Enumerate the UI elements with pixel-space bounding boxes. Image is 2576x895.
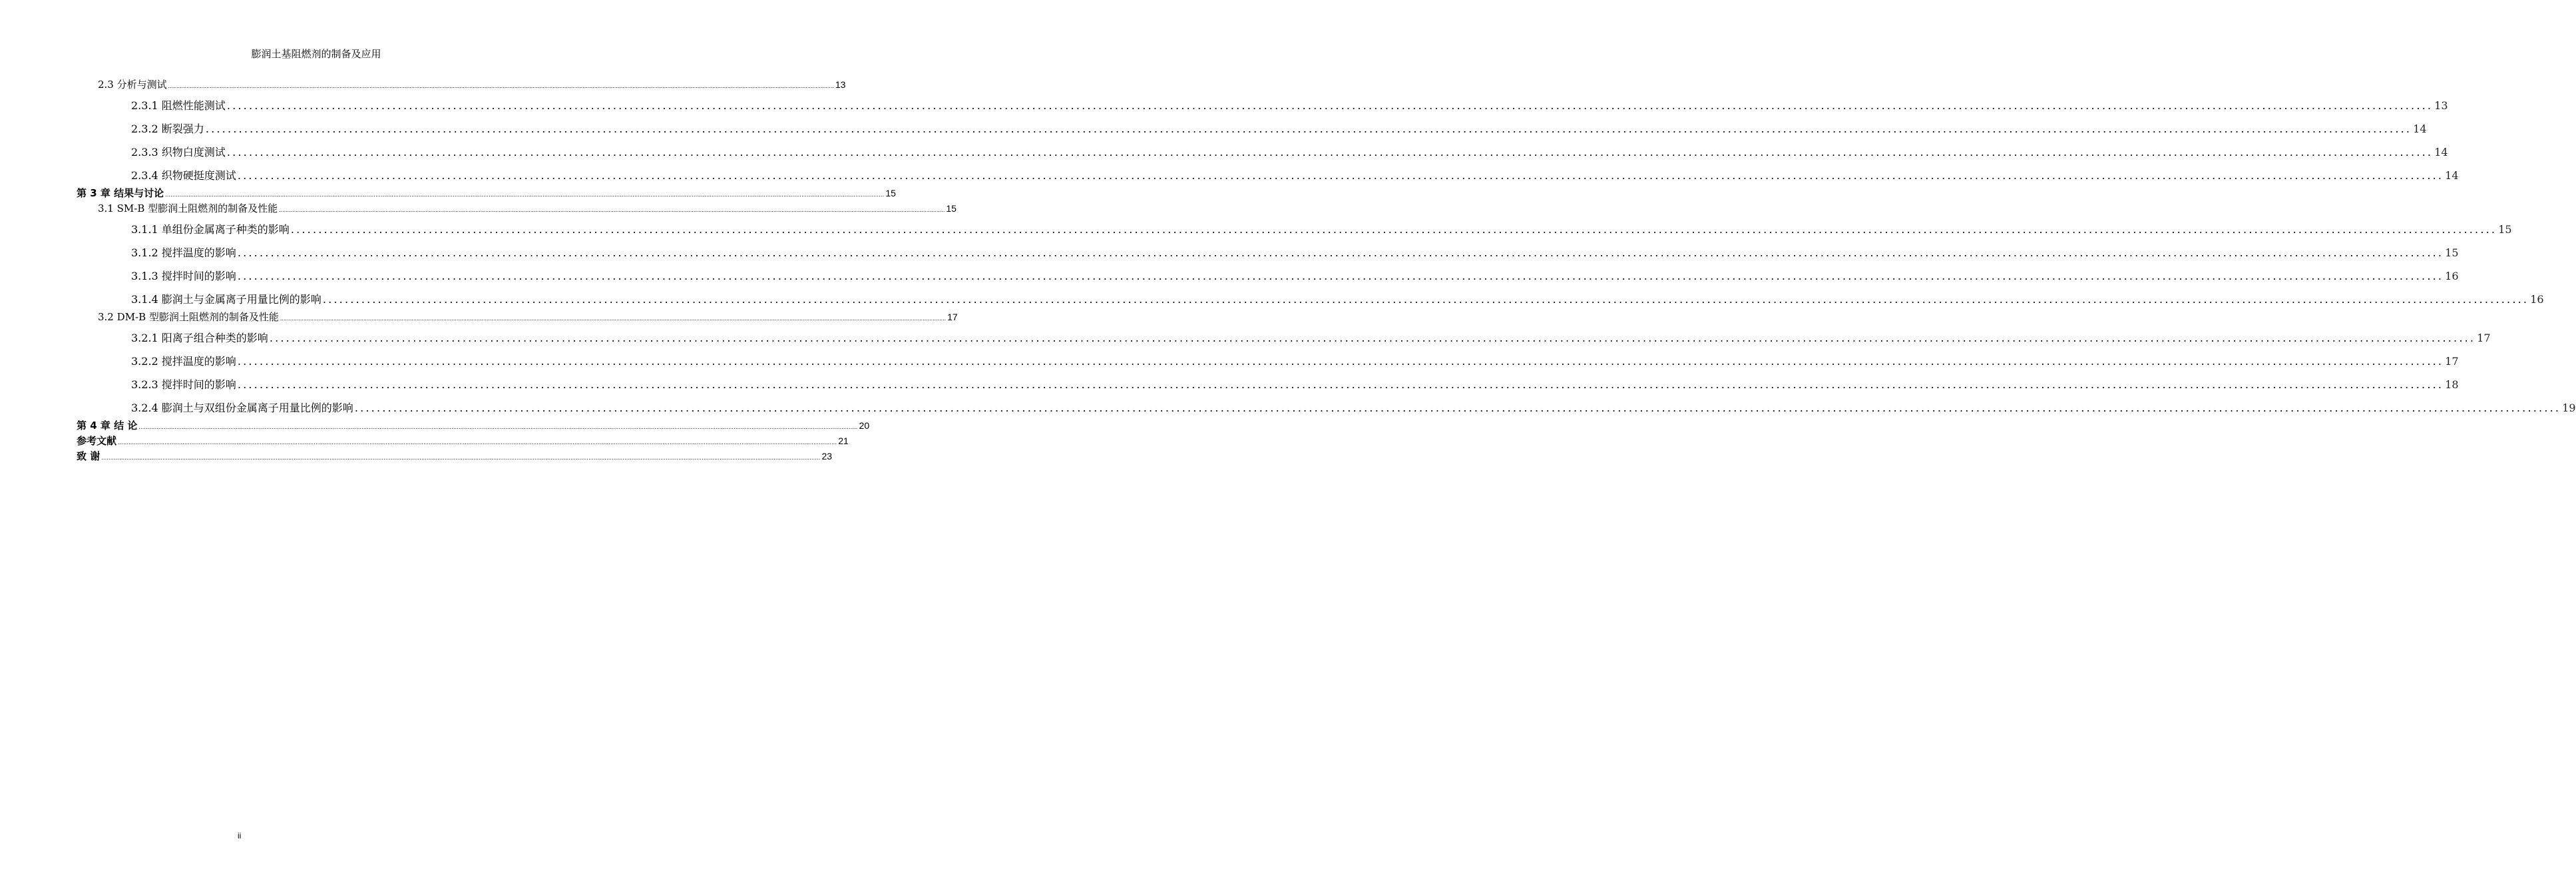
toc-entry[interactable]	[131, 330, 2491, 347]
toc-entry-title: 3.1.3 搅拌时间的影响	[131, 270, 236, 282]
toc-leader-dots: ................................................................................................................................................................................................................................................................................................................................................................................................................	[205, 123, 2412, 135]
toc-leader-dots: ................................................................................................................................................................................................................................................................................................................................................................................................................	[168, 83, 834, 89]
toc-entry[interactable]	[77, 434, 849, 448]
toc-entry-page: 18	[2445, 378, 2459, 391]
toc-entry[interactable]	[131, 291, 2544, 308]
toc-leader-dots: ................................................................................................................................................................................................................................................................................................................................................................................................................	[226, 99, 2434, 112]
toc-leader-dots: ................................................................................................................................................................................................................................................................................................................................................................................................................	[322, 293, 2529, 306]
toc-entry-title: 3.2.3 搅拌时间的影响	[131, 378, 236, 391]
toc-entry[interactable]	[131, 144, 2448, 161]
toc-entry-page: 14	[2445, 169, 2459, 182]
toc-leader-dots: ................................................................................................................................................................................................................................................................................................................................................................................................................	[138, 424, 858, 430]
toc-entry[interactable]	[131, 221, 2512, 238]
running-header: 膨润土基阻燃剂的制备及应用	[251, 48, 381, 60]
toc-entry[interactable]	[131, 97, 2448, 115]
toc-entry-page: 19	[2562, 402, 2576, 414]
toc-leader-dots: ................................................................................................................................................................................................................................................................................................................................................................................................................	[237, 169, 2444, 182]
toc-entry[interactable]	[131, 400, 2576, 417]
toc-entry[interactable]	[131, 268, 2459, 285]
toc-entry-title: 致 谢	[77, 450, 101, 462]
toc-entry-title: 第 4 章 结 论	[77, 420, 138, 432]
toc-entry-page: 23	[821, 451, 833, 461]
toc-entry-page: 13	[2434, 99, 2448, 112]
toc-leader-dots: ................................................................................................................................................................................................................................................................................................................................................................................................................	[118, 439, 837, 446]
toc-entry-title: 3.1 SM-B 型膨润土阻燃剂的制备及性能	[98, 202, 278, 214]
toc-entry-page: 15	[946, 203, 957, 214]
toc-leader-dots: ................................................................................................................................................................................................................................................................................................................................................................................................................	[101, 454, 821, 461]
toc-entry-title: 2.3.4 织物硬挺度测试	[131, 169, 236, 182]
toc-entry[interactable]	[131, 353, 2459, 370]
toc-entry-page: 21	[838, 436, 849, 446]
toc-leader-dots: ................................................................................................................................................................................................................................................................................................................................................................................................................	[354, 402, 2561, 414]
toc-leader-dots: ................................................................................................................................................................................................................................................................................................................................................................................................................	[237, 246, 2444, 259]
toc-leader-dots: ................................................................................................................................................................................................................................................................................................................................................................................................................	[279, 206, 945, 213]
toc-leader-dots: ................................................................................................................................................................................................................................................................................................................................................................................................................	[237, 355, 2444, 368]
toc-entry[interactable]	[77, 449, 833, 463]
toc-entry-title: 2.3 分析与测试	[98, 79, 167, 91]
toc-entry-title: 第 3 章 结果与讨论	[77, 187, 164, 199]
toc-entry-title: 参考文献	[77, 435, 117, 447]
toc-entry-page: 17	[2445, 355, 2459, 368]
toc-entry-title: 2.3.2 断裂强力	[131, 123, 204, 135]
toc-entry-title: 3.2.4 膨润土与双组份金属离子用量比例的影响	[131, 402, 353, 414]
toc-entry-page: 13	[835, 79, 846, 90]
toc-entry-page: 14	[2434, 146, 2448, 158]
toc-leader-dots: ................................................................................................................................................................................................................................................................................................................................................................................................................	[290, 223, 2497, 236]
toc-leader-dots: ................................................................................................................................................................................................................................................................................................................................................................................................................	[269, 332, 2476, 344]
toc-entry-title: 2.3.1 阻燃性能测试	[131, 99, 226, 112]
toc-entry-page: 16	[2530, 293, 2544, 306]
toc-leader-dots: ................................................................................................................................................................................................................................................................................................................................................................................................................	[226, 146, 2434, 158]
toc-entry[interactable]	[98, 201, 957, 216]
toc-entry-page: 15	[885, 188, 896, 198]
toc-leader-dots: ................................................................................................................................................................................................................................................................................................................................................................................................................	[237, 270, 2444, 282]
toc-entry-page: 15	[2498, 223, 2512, 236]
toc-entry-page: 15	[2445, 246, 2459, 259]
toc-entry[interactable]	[98, 310, 958, 324]
toc-entry-page: 14	[2413, 123, 2427, 135]
toc-entry-page: 20	[859, 420, 870, 431]
toc-leader-dots: ................................................................................................................................................................................................................................................................................................................................................................................................................	[280, 315, 947, 322]
page-number: ii	[238, 831, 242, 840]
toc-entry-title: 3.1.2 搅拌温度的影响	[131, 246, 236, 259]
toc-entry-title: 3.1.1 单组份金属离子种类的影响	[131, 223, 290, 236]
toc-entry[interactable]	[131, 121, 2427, 138]
toc-entry[interactable]	[131, 376, 2459, 394]
toc-entry-title: 3.2 DM-B 型膨润土阻燃剂的制备及性能	[98, 311, 279, 323]
toc-entry[interactable]	[77, 418, 870, 433]
toc-leader-dots: ................................................................................................................................................................................................................................................................................................................................................................................................................	[237, 378, 2444, 391]
toc-entry-page: 17	[947, 312, 958, 322]
toc-entry-title: 3.2.2 搅拌温度的影响	[131, 355, 236, 368]
toc-entry-title: 2.3.3 织物白度测试	[131, 146, 226, 158]
toc-leader-dots: ................................................................................................................................................................................................................................................................................................................................................................................................................	[165, 191, 885, 198]
toc-entry-title: 3.1.4 膨润土与金属离子用量比例的影响	[131, 293, 322, 306]
toc-entry[interactable]	[77, 186, 896, 200]
toc-entry[interactable]	[98, 77, 846, 92]
toc-entry[interactable]	[131, 244, 2459, 262]
toc-entry-page: 16	[2445, 270, 2459, 282]
toc-entry-page: 17	[2477, 332, 2491, 344]
toc-entry-title: 3.2.1 阳离子组合种类的影响	[131, 332, 268, 344]
toc-entry[interactable]	[131, 167, 2459, 184]
